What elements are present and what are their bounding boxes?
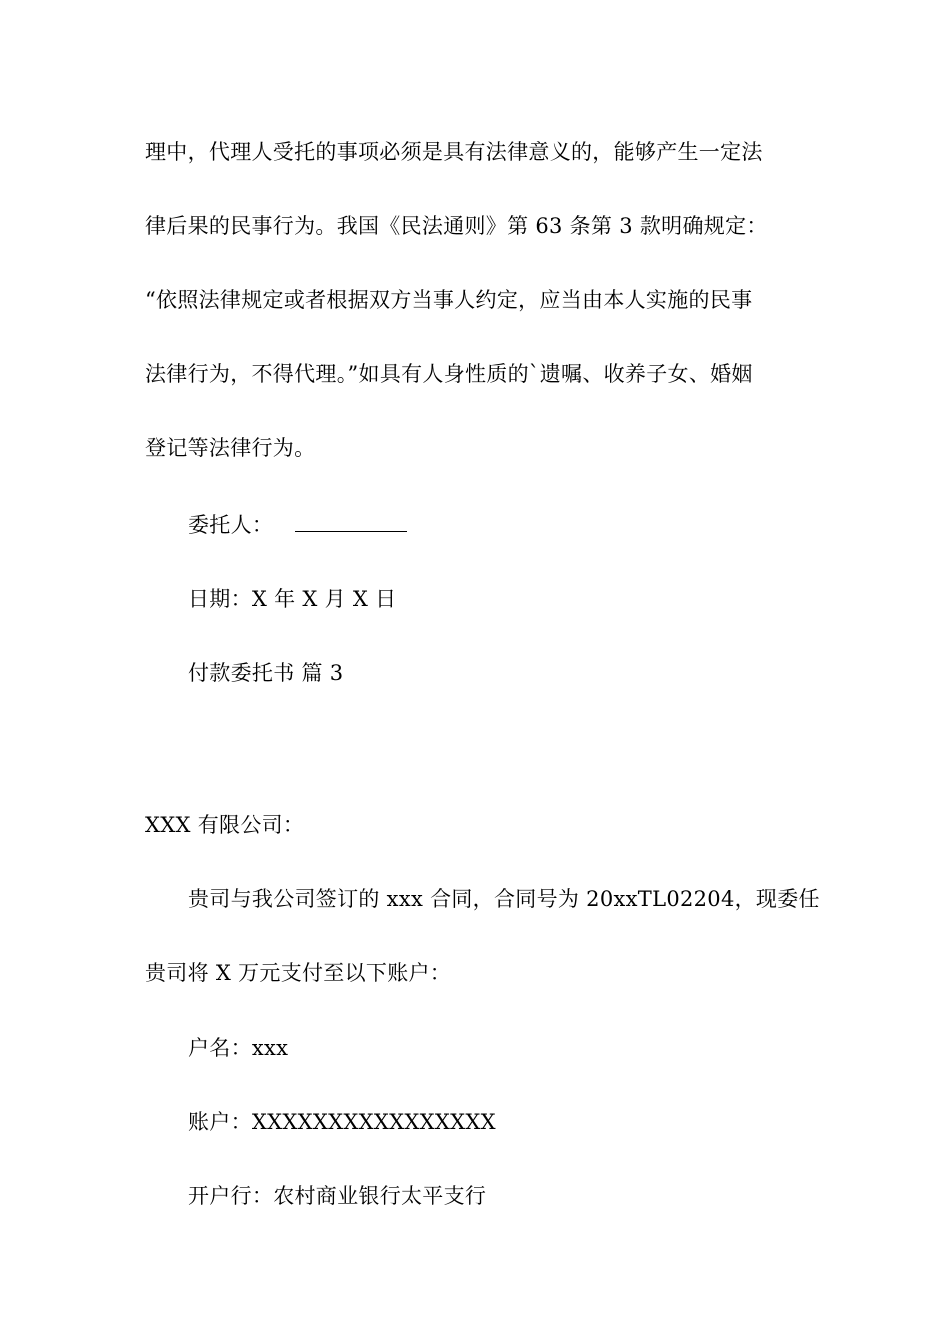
- principal-label: 委托人：: [188, 513, 274, 537]
- bank-name: 开户行：农村商业银行太平支行: [188, 1184, 487, 1208]
- date-line: 日期：X 年 X 月 X 日: [188, 587, 397, 611]
- addressee: XXX 有限公司：: [145, 813, 305, 837]
- paragraph-line: 律后果的民事行为。我国《民法通则》第 63 条第 3 款明确规定：: [145, 214, 768, 238]
- account-number: 账户：XXXXXXXXXXXXXXXX: [188, 1110, 496, 1134]
- paragraph-line: “依照法律规定或者根据双方当事人约定，应当由本人实施的民事: [145, 288, 753, 312]
- paragraph-line: 登记等法律行为。: [145, 436, 316, 460]
- principal-line: [188, 510, 407, 540]
- signature-blank: [295, 511, 407, 532]
- paragraph-line: 贵司与我公司签订的 xxx 合同，合同号为 20xxTL02204，现委任: [188, 887, 820, 911]
- account-name: 户名：xxx: [188, 1036, 289, 1060]
- paragraph-line: 法律行为，不得代理。”如具有人身性质的`遗嘱、收养子女、婚姻: [145, 362, 753, 386]
- paragraph-line: 理中，代理人受托的事项必须是具有法律意义的，能够产生一定法: [145, 140, 763, 164]
- paragraph-line: 贵司将 X 万元支付至以下账户：: [145, 961, 452, 985]
- section-title: 付款委托书 篇 3: [188, 661, 344, 685]
